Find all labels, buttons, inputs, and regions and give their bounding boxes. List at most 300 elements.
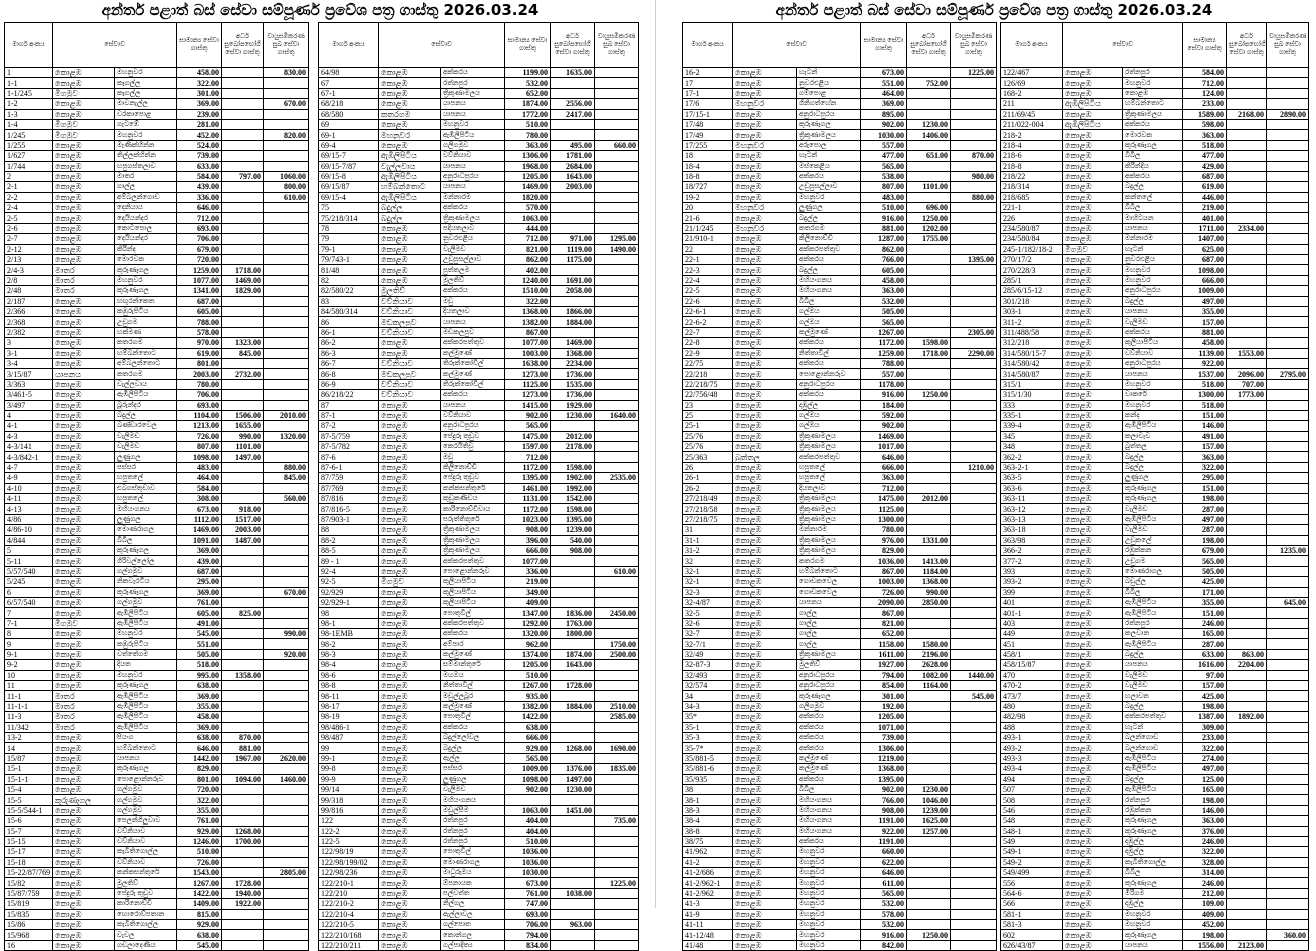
service-to: මඩු — [441, 296, 505, 306]
normal-fare: 233.00 — [1183, 733, 1227, 743]
table-row — [5, 836, 309, 846]
service-to: ඇඹිලිපිටිය — [115, 712, 177, 722]
service-to: පස්සර — [115, 462, 177, 472]
service-to: අනුරාධපුරය — [797, 379, 861, 389]
semi-luxury-fare — [907, 369, 951, 379]
table-row — [5, 712, 309, 722]
service-to: බදුල්ල — [1123, 182, 1183, 192]
route-number: 98-2 — [319, 639, 379, 649]
route-number: 84/580/314 — [319, 306, 379, 316]
ac-luxury-fare — [951, 473, 997, 483]
ac-luxury-fare — [1267, 244, 1309, 254]
ac-luxury-fare — [595, 171, 639, 181]
ac-luxury-fare — [595, 265, 639, 275]
ac-luxury-fare — [595, 286, 639, 296]
semi-luxury-fare: 1376.00 — [551, 764, 595, 774]
normal-fare: 1158.00 — [861, 639, 907, 649]
route-number: 15-6 — [5, 816, 53, 826]
table-row — [1001, 265, 1309, 275]
ac-luxury-fare — [1267, 618, 1309, 628]
table-row — [319, 431, 639, 441]
table-row — [683, 930, 997, 940]
semi-luxury-fare: 908.00 — [551, 545, 595, 555]
table-row — [319, 473, 639, 483]
service-from: කොළඹ — [1063, 151, 1123, 161]
route-number: 1 — [5, 68, 53, 78]
service-to: අක්කරය — [797, 338, 861, 348]
service-from: කොළඹ — [53, 358, 115, 368]
service-from: වැල්ලවාය — [379, 161, 441, 171]
route-number: 493-2 — [1001, 743, 1063, 753]
service-from: කොළඹ — [379, 421, 441, 431]
ac-luxury-fare — [595, 691, 639, 701]
service-to: ගල්ඔය — [797, 421, 861, 431]
ac-luxury-fare — [951, 608, 997, 618]
normal-fare: 219.00 — [505, 577, 551, 587]
service-to: දඹුල්ල — [1123, 899, 1183, 909]
ac-luxury-fare — [1267, 649, 1309, 659]
semi-luxury-fare — [907, 109, 951, 119]
service-to: දඹුල්ල — [797, 400, 861, 410]
semi-luxury-fare — [1227, 203, 1267, 213]
service-to: ගාල්ල — [797, 618, 861, 628]
table-row — [5, 940, 309, 950]
table-row — [1001, 660, 1309, 670]
service-to: අනුරාධපුරය — [441, 421, 505, 431]
table-row — [319, 712, 639, 722]
semi-luxury-fare — [222, 587, 264, 597]
service-from: කොළඹ — [53, 78, 115, 88]
table-row — [319, 826, 639, 836]
route-number: 2/8 — [5, 275, 53, 285]
normal-fare: 1172.00 — [505, 462, 551, 472]
service-to: කෑගල්ල — [115, 78, 177, 88]
semi-luxury-fare — [907, 753, 951, 763]
route-number: 99/318 — [319, 795, 379, 805]
service-from: කොළඹ — [733, 649, 797, 659]
service-from: කොළඹ — [53, 629, 115, 639]
normal-fare: 505.00 — [1183, 566, 1227, 576]
ac-luxury-fare — [595, 421, 639, 431]
ac-luxury-fare — [951, 99, 997, 109]
route-number: 9-2 — [5, 660, 53, 670]
ac-luxury-fare — [951, 338, 997, 348]
service-to: බලන්ගොඩ — [1123, 743, 1183, 753]
service-from: කොළඹ — [53, 203, 115, 213]
normal-fare: 1205.00 — [505, 171, 551, 181]
service-from: කොළඹ — [733, 878, 797, 888]
service-to: කුරුණෑගල — [115, 681, 177, 691]
semi-luxury-fare — [1227, 161, 1267, 171]
semi-luxury-fare: 971.00 — [551, 234, 595, 244]
table-row — [683, 691, 997, 701]
service-to: කුලියාපිටිය — [441, 587, 505, 597]
ac-luxury-fare: 2795.00 — [1267, 369, 1309, 379]
semi-luxury-fare — [907, 68, 951, 78]
normal-fare: 821.00 — [505, 244, 551, 254]
semi-luxury-fare — [907, 317, 951, 327]
semi-luxury-fare — [222, 140, 264, 150]
normal-fare: 246.00 — [1183, 878, 1227, 888]
semi-luxury-fare: 1773.00 — [1227, 390, 1267, 400]
route-number: 493-4 — [1001, 764, 1063, 774]
service-from: කොළඹ — [733, 566, 797, 576]
semi-luxury-fare: 2012.00 — [907, 494, 951, 504]
route-number: 98-6 — [319, 670, 379, 680]
semi-luxury-fare: 651.00 — [907, 151, 951, 161]
table-row — [319, 151, 639, 161]
table-row — [1001, 691, 1309, 701]
service-from: කොළඹ — [733, 473, 797, 483]
route-number: 122/210/211 — [319, 940, 379, 950]
table-row — [5, 545, 309, 555]
route-number: 122 — [319, 816, 379, 826]
table-row — [1001, 317, 1309, 327]
service-from: කොළඹ — [53, 888, 115, 898]
ac-luxury-fare — [595, 909, 639, 919]
service-from: කොළඹ — [1063, 68, 1123, 78]
semi-luxury-fare — [222, 223, 264, 233]
table-row — [319, 317, 639, 327]
service-from: කොළඹ — [53, 151, 115, 161]
route-number: 88 — [319, 525, 379, 535]
service-to: ගල්ගමුව — [115, 566, 177, 576]
route-number: 3/461-5 — [5, 390, 53, 400]
semi-luxury-fare — [222, 629, 264, 639]
service-to: දෙනියාය — [115, 203, 177, 213]
table-row — [319, 244, 639, 254]
table-row — [683, 545, 997, 555]
service-to: වැලිමඩ — [115, 442, 177, 452]
ac-luxury-fare — [264, 857, 309, 867]
service-from: කොළඹ — [1063, 691, 1123, 701]
normal-fare: 510.00 — [505, 836, 551, 846]
table-row — [1001, 587, 1309, 597]
service-to: ඇඹිලිපිටිය — [115, 618, 177, 628]
ac-luxury-fare — [264, 483, 309, 493]
semi-luxury-fare: 2234.00 — [551, 358, 595, 368]
ac-luxury-fare — [1267, 795, 1309, 805]
normal-fare: 363.00 — [1183, 816, 1227, 826]
service-to: හපුතලේ — [115, 473, 177, 483]
service-from: මුලතිව් — [379, 286, 441, 296]
ac-luxury-fare — [1267, 816, 1309, 826]
service-to: හැටන් — [1123, 722, 1183, 732]
normal-fare: 1036.00 — [505, 857, 551, 867]
service-to: බණ්ඩාරවෙල — [115, 421, 177, 431]
semi-luxury-fare: 1967.00 — [222, 753, 264, 763]
service-to: කතරගම — [797, 223, 861, 233]
normal-fare: 287.00 — [1183, 639, 1227, 649]
service-from: කොළඹ — [53, 743, 115, 753]
normal-fare: 1077.00 — [505, 556, 551, 566]
service-from: කොළඹ — [1063, 930, 1123, 940]
table-row — [1001, 348, 1309, 358]
ac-luxury-fare — [951, 577, 997, 587]
table-row — [683, 535, 997, 545]
semi-luxury-fare: 1755.00 — [907, 234, 951, 244]
service-from: කොළඹ — [733, 795, 797, 805]
route-number: 32-7/1 — [683, 639, 733, 649]
service-to: ඇඹිලිපිටිය — [1123, 608, 1183, 618]
semi-luxury-fare — [551, 265, 595, 275]
table-row — [1001, 847, 1309, 857]
table-row — [1001, 421, 1309, 431]
route-number: 218/314 — [1001, 182, 1063, 192]
service-from: කොළඹ — [379, 712, 441, 722]
normal-fare: 794.00 — [505, 930, 551, 940]
route-number: 99-9 — [319, 774, 379, 784]
service-from: කොළඹ — [733, 255, 797, 265]
service-to: ලුණුගල — [115, 514, 177, 524]
service-to: අක්කරය — [441, 629, 505, 639]
semi-luxury-fare: 1940.00 — [222, 888, 264, 898]
ac-luxury-fare: 1835.00 — [595, 764, 639, 774]
semi-luxury-fare — [1227, 286, 1267, 296]
semi-luxury-fare — [551, 847, 595, 857]
left-page — [0, 0, 640, 950]
table-row — [5, 847, 309, 857]
service-from: කොළඹ — [379, 639, 441, 649]
service-to: නිකවැරටිය — [115, 577, 177, 587]
ac-luxury-fare — [1267, 379, 1309, 389]
normal-fare: 369.00 — [177, 587, 222, 597]
service-to: බදුල්ලෝවල — [441, 733, 505, 743]
route-number: 2-2 — [5, 192, 53, 202]
ac-luxury-fare: 1060.00 — [264, 171, 309, 181]
semi-luxury-fare — [907, 909, 951, 919]
normal-fare: 336.00 — [505, 566, 551, 576]
route-number: 8 — [5, 629, 53, 639]
route-number: 21/1/245 — [683, 223, 733, 233]
normal-fare: 929.00 — [177, 920, 222, 930]
service-to: වැලිමඩ — [441, 244, 505, 254]
service-to: බිබිල — [1123, 151, 1183, 161]
table-row — [5, 629, 309, 639]
ac-luxury-fare — [595, 525, 639, 535]
route-number: 15/82 — [5, 878, 53, 888]
route-number: 602 — [1001, 930, 1063, 940]
ac-luxury-fare — [951, 535, 997, 545]
service-to: ලුණුගල — [1123, 473, 1183, 483]
service-from: කොළඹ — [733, 109, 797, 119]
ac-luxury-fare — [595, 556, 639, 566]
service-from: ඇඹිලිපිටිය — [379, 151, 441, 161]
service-from: කොළඹ — [733, 275, 797, 285]
table-row — [1001, 733, 1309, 743]
normal-fare: 198.00 — [1183, 795, 1227, 805]
semi-luxury-fare: 1406.00 — [907, 130, 951, 140]
normal-fare: 314.00 — [1183, 868, 1227, 878]
semi-luxury-fare — [551, 452, 595, 462]
semi-luxury-fare: 2850.00 — [907, 597, 951, 607]
service-to: ඇඹිලිපිටිය — [1123, 784, 1183, 794]
service-to: අක්කරය — [1123, 327, 1183, 337]
service-from: කොළඹ — [53, 733, 115, 743]
semi-luxury-fare: 1250.00 — [907, 390, 951, 400]
semi-luxury-fare — [1227, 774, 1267, 784]
semi-luxury-fare — [1227, 514, 1267, 524]
normal-fare: 976.00 — [861, 535, 907, 545]
table-row — [683, 670, 997, 680]
ac-luxury-fare — [264, 847, 309, 857]
ac-luxury-fare: 980.00 — [951, 171, 997, 181]
route-number: 87/903-1 — [319, 514, 379, 524]
normal-fare: 369.00 — [177, 691, 222, 701]
ac-luxury-fare — [264, 140, 309, 150]
service-to: රත්නපුර — [1123, 68, 1183, 78]
table-row — [5, 140, 309, 150]
ac-luxury-fare — [595, 192, 639, 202]
normal-fare: 693.00 — [177, 400, 222, 410]
semi-luxury-fare — [907, 400, 951, 410]
ac-luxury-fare — [264, 836, 309, 846]
ac-luxury-fare — [1267, 577, 1309, 587]
service-to: ගඩලාදෙණිය — [115, 940, 177, 950]
normal-fare: 109.00 — [1183, 899, 1227, 909]
semi-luxury-fare: 2012.00 — [551, 431, 595, 441]
ac-luxury-fare — [1267, 317, 1309, 327]
route-number: 1-3 — [5, 109, 53, 119]
ac-luxury-fare — [264, 358, 309, 368]
normal-fare: 1098.00 — [505, 774, 551, 784]
semi-luxury-fare: 1451.00 — [551, 805, 595, 815]
service-from: කොළඹ — [1063, 462, 1123, 472]
service-from: කොළඹ — [1063, 140, 1123, 150]
semi-luxury-fare — [1227, 784, 1267, 794]
ac-luxury-fare — [951, 400, 997, 410]
route-number: 41-11 — [683, 920, 733, 930]
ac-luxury-fare — [264, 348, 309, 358]
ac-luxury-fare — [1267, 629, 1309, 639]
table-row — [1001, 140, 1309, 150]
route-number: 87-6-1 — [319, 462, 379, 472]
normal-fare: 157.00 — [1183, 317, 1227, 327]
table-row — [319, 296, 639, 306]
semi-luxury-fare: 1323.00 — [222, 338, 264, 348]
service-from: කොළඹ — [733, 213, 797, 223]
semi-luxury-fare — [907, 473, 951, 483]
service-from: කොළඹ — [733, 442, 797, 452]
ac-luxury-fare — [951, 597, 997, 607]
service-to: කුරුණෑගල — [1123, 930, 1183, 940]
table-row — [319, 608, 639, 618]
service-to: කඹුරුපිටිය — [115, 306, 177, 316]
route-number: 218-2 — [1001, 130, 1063, 140]
service-to: කල්මුණේ — [441, 701, 505, 711]
table-row — [683, 348, 997, 358]
table-row — [1001, 151, 1309, 161]
ac-luxury-fare — [1267, 452, 1309, 462]
ac-luxury-fare — [264, 805, 309, 815]
service-from: කොළඹ — [1063, 868, 1123, 878]
ac-luxury-fare — [951, 130, 997, 140]
service-from: මාතර — [53, 275, 115, 285]
route-number: 2/382 — [5, 327, 53, 337]
table-row — [683, 629, 997, 639]
route-number: 122-2 — [319, 826, 379, 836]
table-row — [319, 753, 639, 763]
ac-luxury-fare — [951, 78, 997, 88]
table-row — [1001, 452, 1309, 462]
route-number: 69-4 — [319, 140, 379, 150]
table-row — [5, 379, 309, 389]
service-to: මහනුවර — [797, 192, 861, 202]
normal-fare: 1036.00 — [861, 556, 907, 566]
semi-luxury-fare — [1227, 182, 1267, 192]
route-number: 83 — [319, 296, 379, 306]
normal-fare: 720.00 — [177, 255, 222, 265]
service-to: ගිරිවල්ලෝල — [115, 556, 177, 566]
ac-luxury-fare — [1267, 504, 1309, 514]
ac-luxury-fare — [264, 743, 309, 753]
semi-luxury-fare — [1227, 99, 1267, 109]
table-row — [319, 618, 639, 628]
ac-luxury-fare — [1267, 712, 1309, 722]
semi-luxury-fare — [1227, 410, 1267, 420]
semi-luxury-fare: 918.00 — [222, 504, 264, 514]
service-from: කොළඹ — [733, 660, 797, 670]
normal-fare: 1469.00 — [177, 525, 222, 535]
ac-luxury-fare — [264, 608, 309, 618]
route-number: 393-2 — [1001, 577, 1063, 587]
table-row — [1001, 442, 1309, 452]
normal-fare: 1461.00 — [505, 483, 551, 493]
table-row — [319, 670, 639, 680]
service-to: අක්කරය — [797, 171, 861, 181]
semi-luxury-fare — [551, 296, 595, 306]
service-from: කොළඹ — [379, 566, 441, 576]
normal-fare: 532.00 — [861, 296, 907, 306]
route-number: 270/228/3 — [1001, 265, 1063, 275]
semi-luxury-fare — [222, 109, 264, 119]
route-number: 41-2/962 — [683, 888, 733, 898]
route-number: 15-18 — [5, 857, 53, 867]
table-row — [1001, 701, 1309, 711]
route-number: 4-3/842-1 — [5, 452, 53, 462]
route-number: 488 — [1001, 722, 1063, 732]
service-to: ගල්ඔය — [797, 306, 861, 316]
semi-luxury-fare — [222, 816, 264, 826]
service-from: කොළඹ — [733, 348, 797, 358]
ac-luxury-fare — [1267, 899, 1309, 909]
service-to: කතරගම — [115, 369, 177, 379]
ac-luxury-fare — [595, 597, 639, 607]
ac-luxury-fare — [1267, 119, 1309, 129]
service-to: ගොඩකවෙල — [797, 587, 861, 597]
table-row — [683, 816, 997, 826]
ac-luxury-fare: 880.00 — [951, 192, 997, 202]
normal-fare: 867.00 — [861, 566, 907, 576]
ac-luxury-fare — [951, 888, 997, 898]
table-row — [319, 223, 639, 233]
route-number: 4-7 — [5, 462, 53, 472]
service-to: ත්‍රිකුණාමලය — [1123, 109, 1183, 119]
normal-fare: 1711.00 — [1183, 223, 1227, 233]
service-to: බිබිල — [797, 784, 861, 794]
service-from: කොළඹ — [733, 338, 797, 348]
normal-fare: 363.00 — [861, 473, 907, 483]
service-to: හොරොව්පතාන — [115, 909, 177, 919]
table-row — [1001, 909, 1309, 919]
table-row — [319, 140, 639, 150]
route-number: 345 — [1001, 431, 1063, 441]
normal-fare: 363.00 — [1183, 130, 1227, 140]
route-number: 218-4 — [1001, 140, 1063, 150]
service-from: කොළඹ — [379, 338, 441, 348]
service-from: වව්නියාව — [379, 327, 441, 337]
service-from: කොළඹ — [1063, 161, 1123, 171]
